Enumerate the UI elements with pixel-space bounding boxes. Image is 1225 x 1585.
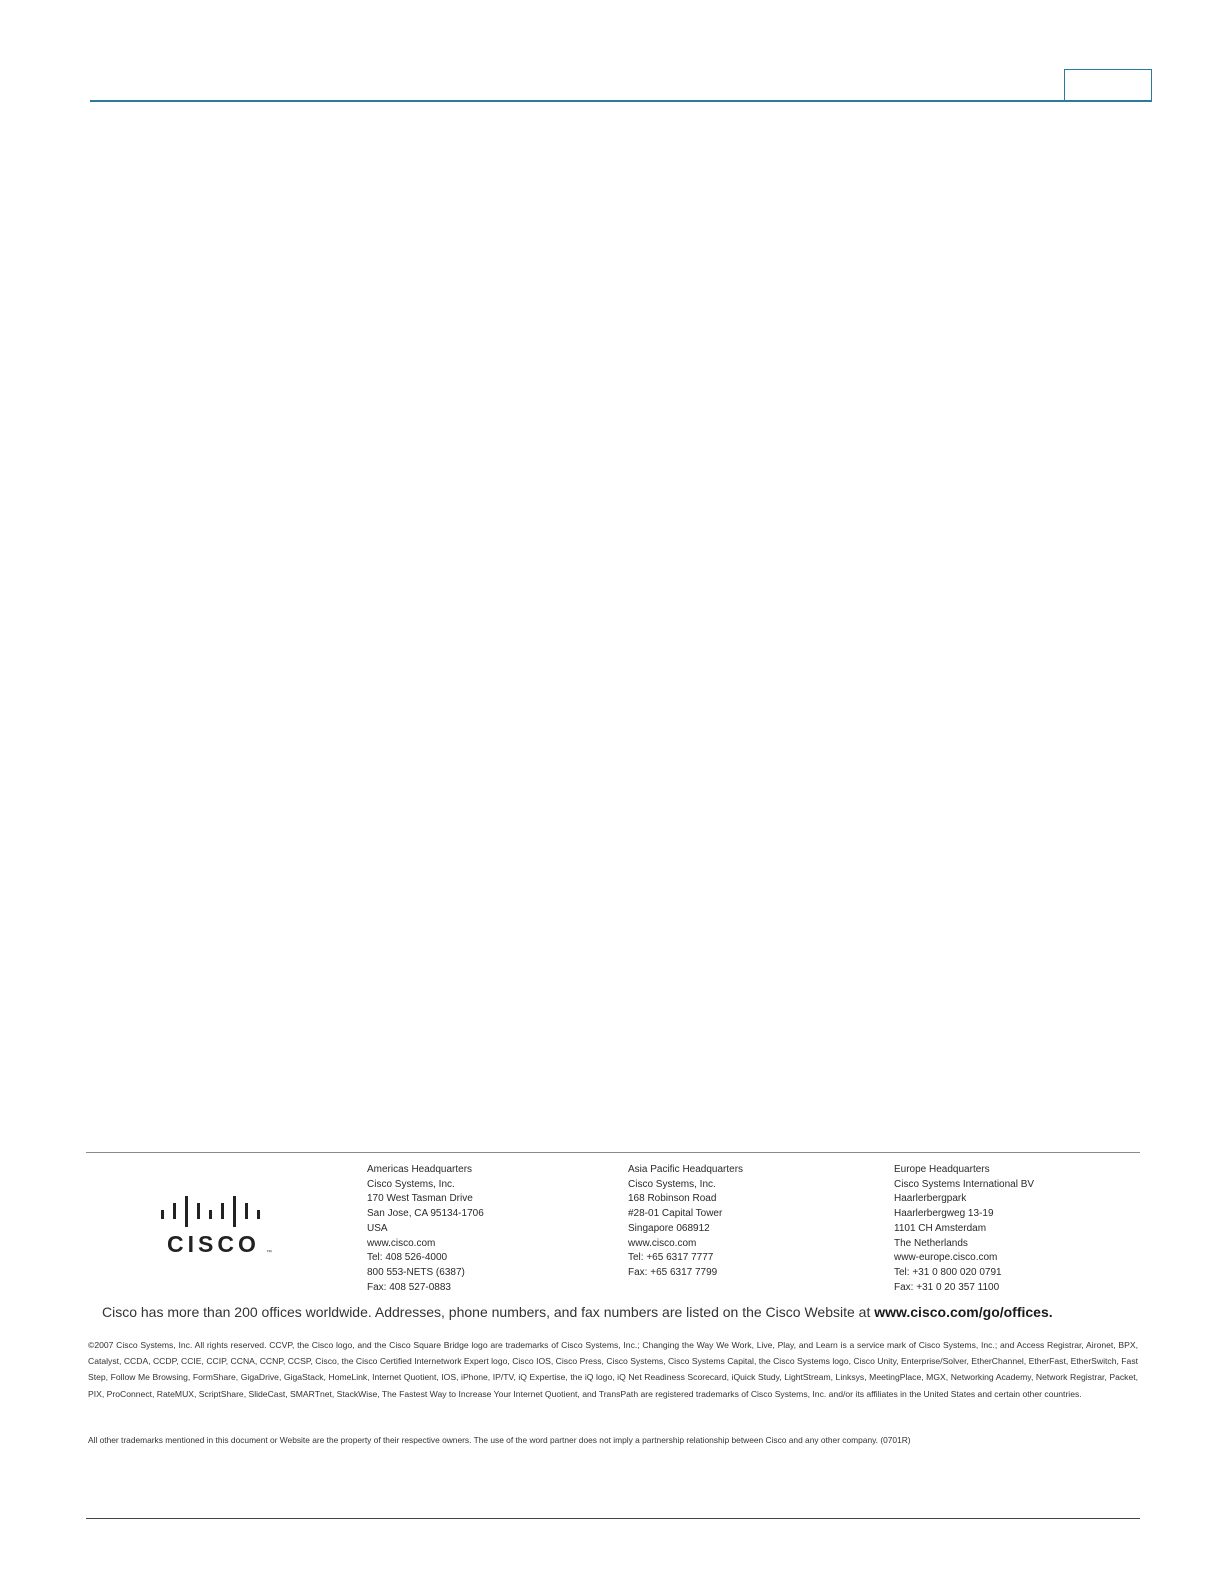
- asia-pacific-headquarters: [628, 1163, 868, 1281]
- hq-line: Tel: 408 526-4000: [367, 1252, 448, 1264]
- hq-line: Cisco Systems, Inc.: [628, 1178, 716, 1190]
- hq-title: Americas Headquarters: [367, 1164, 473, 1175]
- page-tab: [1064, 69, 1152, 101]
- footer-divider: [86, 1152, 1140, 1153]
- hq-title: Europe Headquarters: [894, 1164, 990, 1175]
- hq-line: 170 West Tasman Drive: [367, 1193, 473, 1205]
- hq-line: Fax: 408 527-0883: [367, 1281, 451, 1293]
- hq-line: Fax: +31 0 20 357 1100: [894, 1281, 1000, 1293]
- hq-line: www-europe.cisco.com: [894, 1252, 998, 1264]
- cisco-logo: [158, 1193, 288, 1259]
- cisco-bridge-logo-icon: [158, 1193, 278, 1227]
- hq-line: 168 Robinson Road: [628, 1193, 717, 1205]
- offices-text: Cisco has more than 200 offices worldwide. Addresses, phone numbers, and fax numbers are listed on the Cisco Website at: [102, 1304, 871, 1320]
- trademarks-notice: All other trademarks mentioned in this document or Website are the property of their respective owners. The use of the word partner does not imply a partnership relationship between Cisco and any other company. (0701R): [88, 1435, 911, 1445]
- hq-line: www.cisco.com: [367, 1237, 436, 1249]
- hq-line: USA: [367, 1222, 388, 1234]
- hq-line: Fax: +65 6317 7799: [628, 1266, 718, 1278]
- hq-line: Tel: +31 0 800 020 0791: [894, 1266, 1002, 1278]
- hq-line: Tel: +65 6317 7777: [628, 1252, 714, 1264]
- americas-headquarters: [367, 1163, 607, 1295]
- hq-line: Haarlerbergpark: [894, 1193, 967, 1205]
- cisco-wordmark: CISCO: [167, 1231, 260, 1257]
- hq-line: 800 553-NETS (6387): [367, 1266, 465, 1278]
- europe-headquarters: [894, 1163, 1134, 1295]
- hq-line: Haarlerbergweg 13-19: [894, 1208, 994, 1220]
- hq-line: Singapore 068912: [628, 1222, 710, 1234]
- trademark-symbol: ™: [266, 1250, 272, 1256]
- offices-link[interactable]: www.cisco.com/go/offices.: [874, 1304, 1053, 1320]
- hq-line: Cisco Systems, Inc.: [367, 1178, 455, 1190]
- hq-line: Cisco Systems International BV: [894, 1178, 1035, 1190]
- header-rule: [90, 100, 1152, 102]
- footer-bottom-rule: [86, 1518, 1140, 1519]
- hq-line: San Jose, CA 95134-1706: [367, 1208, 484, 1220]
- legal-notice: ©2007 Cisco Systems, Inc. All rights reserved. CCVP, the Cisco logo, and the Cisco Square Bridge logo are trademarks of Cisco Systems, Inc.; Changing the Way We Work, Live, Play, and Learn is a service mark of Cisco Systems, Inc.; and Access Registrar, Aironet, BPX, Catalyst, CCDA, CCDP, CCIE, CCIP, CCNA, CCNP, CCSP, Cisco, the Cisco Certified Internetwork Expert logo, Cisco IOS, Cisco Press, Cisco Systems, Cisco Systems Capital, the Cisco Systems logo, Cisco Unity, Enterprise/Solver, EtherChannel, EtherFast, EtherSwitch, Fast Step, Follow Me Browsing, FormShare, GigaDrive, GigaStack, HomeLink, Internet Quotient, IOS, iPhone, IP/TV, iQ Expertise, the iQ logo, iQ Net Readiness Scorecard, iQuick Study, LightStream, Linksys, MeetingPlace, MGX, Networking Academy, Network Registrar, Packet, PIX, ProConnect, RateMUX, ScriptShare, SlideCast, SMARTnet, StackWise, The Fastest Way to Increase Your Internet Quotient, and TransPath are registered trademarks of Cisco Systems, Inc. and/or its affiliates in the United States and certain other countries.: [88, 1340, 1138, 1399]
- hq-line: www.cisco.com: [628, 1237, 697, 1249]
- hq-line: The Netherlands: [894, 1237, 968, 1249]
- hq-line: 1101 CH Amsterdam: [894, 1222, 987, 1234]
- hq-line: #28-01 Capital Tower: [628, 1208, 723, 1220]
- offices-statement: [102, 1304, 1142, 1320]
- hq-title: Asia Pacific Headquarters: [628, 1164, 744, 1175]
